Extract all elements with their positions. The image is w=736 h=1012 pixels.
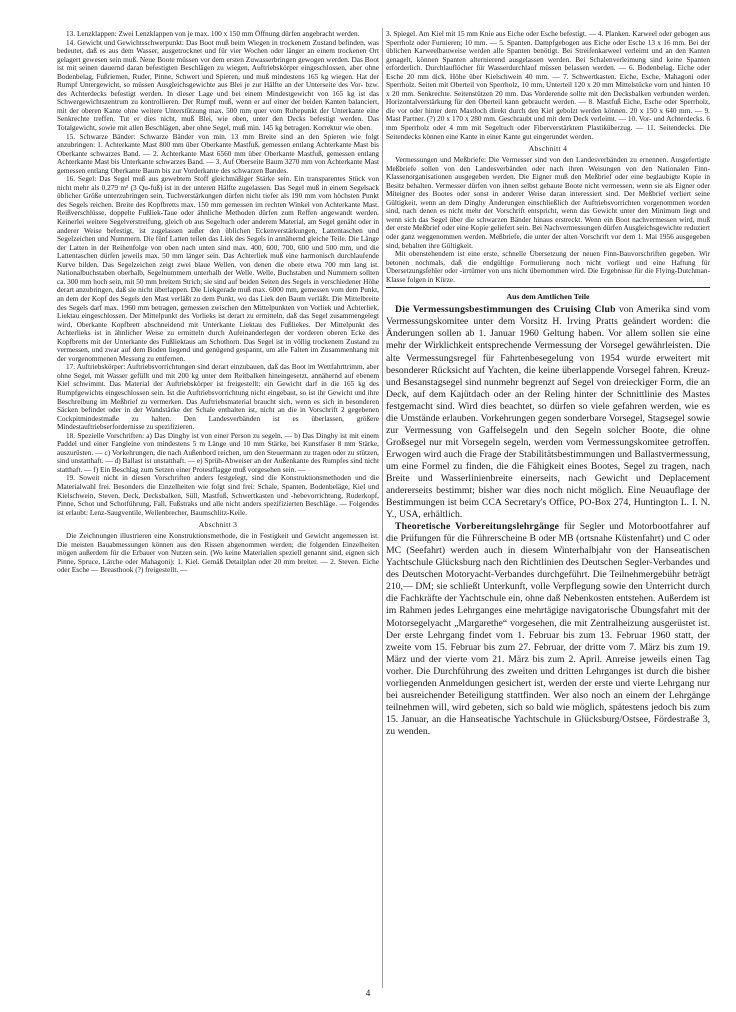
paragraph-18-spezielle-vorschriften: 18. Spezielle Vorschriften: a) Das Dinghy ist von einer Person zu segeln. — b) Das Dinghy ist mit einem Paddel und einer Fangleine von mindestens 5 m Länge und 10 mm Stärke, bei Kunstfaser 8 mm Stärke, auszurüsten. — c) Vorkehrungen, die nach Außenbord reichen, um den Steuermann zu tragen oder zu stützen, sind unstatthaft. — d) Ballast ist unstatthaft. — e) Sprüh-Abweiser an der Außenkante des Rumpfes sind nicht statthaft. — f) Ein Beschlag zum Setzen einer Protestflagge muß vorgesehen sein. —	[57, 430, 379, 474]
news-item-2-body: für Segler und Motorbootfahrer auf die Prüfungen für die Führerscheine B oder MB (ortsnahe Küstenfahrt) und C oder MC (Seefahrt) werden auch in diesem Winterhalbjahr von der Hanseatischen Yachtschule Glücksburg nach den Richtlinien des Deutschen Segler-Verbandes und des Deutschen Motoryacht-Verbandes durchgeführt. Die Teilnehmergebühr beträgt 210,— DM; sie schließt Unterkunft, volle Verpflegung sowie den Unterricht durch die Fachkräfte der Yachtschule ein, ohne daß Nebenkosten entstehen. Außerdem ist im Rahmen jedes Lehrganges eine mehrtägige navigatorische Übungsfahrt mit der Motorsegelyacht „Margarethe“ vorgesehen, die mit Zentralheizung ausgerüstet ist. Der erste Lehrgang findet vom 1. Februar bis zum 13. Februar 1960 statt, der zweite vom 15. Februar bis zum 27. Februar, der dritte vom 7. März bis zum 19. März und der vierte vom 21. März bis zum 2. April. Anreise jeweils einen Tag vorher. Die Durchführung des zweiten und dritten Lehrganges ist durch die bisher vorliegenden Anmeldungen gesichert ist, werden der erste und vierte Lehrgang nur bei ausreichender Beteiligung stattfinden. Wer also noch an einem der Lehrgänge teilnehmen will, wird gebeten, sich so bald wie möglich, spätestens jedoch bis zum 15. Januar, an die Hanseatische Yachtschule in Glücksburg/Ostsee, Fördestraße 3, zu wenden.	[386, 521, 710, 737]
news-rule-top	[386, 287, 710, 288]
left-column	[57, 30, 379, 985]
page-number: 4	[365, 988, 371, 998]
right-large-text-block	[386, 304, 710, 738]
news-item-1-body: von Amerika sind vom Vermessungskomitee unter dem Vorsitz H. Irving Pratts geändert worden: die Änderungen sollen ab 1. Januar 1960 Geltung haben. Vor allem sollen sie eine mehr der Wirklichkeit entsprechende Vermessung der Vorsegel gewährleisten. Die alte Vermessungsregel für Fahrtenbesegelung von 1954 wurde erweitert mit besonderer Rücksicht auf Yachten, die keine überlappende Vorsegel fahren. Kreuz- und Besanstagsegel sind nunmehr begrenzt auf Segel von dreieckiger Form, die an Deck, auf dem Kajütdach oder an der Reling hinter der Schnittlinie des Mastes festgemacht sind. Wird dies beachtet, so dürfen so viele gefahren werden, wie es die Umstände erlauben. Vorkehrungen gegen sonderbare Vorsegel, Stagsegel sowie zur Vermessung von Gaffelsegeln und den Segeln solcher Boote, die ohne Großsegel nur mit Vorsegeln segeln, werden vom Vermessungskomitee getroffen. Erwogen wird auch die Frage der Stabilitätsbestimmungen und Ballastvermessung, um eine Formel zu finden, die die Fähigkeit eines Bootes, Segel zu tragen, nach Breite und Wasserlinienbreite einerseits, nach Gewicht und Deplacement andererseits bestimmt; bisher war dies noch nicht möglich. Eine Neuauflage der Bestimmungen ist beim CCA Secretary's Office, PO-Box 274, Huntington L. I. N. Y., USA, erhältlich.	[386, 304, 710, 521]
section-3-continuation: 3. Spiegel. Am Kiel mit 15 mm Knie aus Eiche oder Esche befestigt. — 4. Planken. Karweel oder gebogen aus Sperrholz oder Furnieren; 10 mm. — 5. Spanten. Dampfgebogen aus Eiche oder Esche 13 x 16 mm. Bei der üblichen Karweelbauweise werden alle Spanten benötigt. Bei Streifenkarweel verleimt und an den Kanten genagelt, können Spanten alternierend ausgelassen werden. Bei Schalenverleimung sind keine Spanten erforderlich. Durchlauflöcher für Wasserdurchlauf müssen belassen werden. — 6. Bodenbelag. Eiche oder Esche 20 mm dick. Höhe über Kielschwein 40 mm. — 7. Schwertkasten. Eiche, Esche, Mahagoni oder Sperrholz. Seiten mit Oberteil von Sperrholz, 10 mm, Unterteil 120 x 20 mm Mittelstücke vorn und hinten 10 x 20 mm. Senkrechte. Seitenstützen 20 mm. Das Vorderende sollte mit den Decksbalken verbunden werden. Horizontalverstärkung für den Oberteil kann gebraucht werden. — 8. Mastfuß Eiche, Esche oder Sperrholz, die vor oder hinter dem Mastloch direkt durch den Kiel gebolzt werden können. 20 x 150 x 640 mm. — 9. Mast Partner. (?) 20 x 170 x 280 mm. Geschraubt und mit dem Deck verleimt. — 10. Vor- und Achterdecks. 6 mm Sperrholz oder 4 mm mit Segeltuch oder Fiberverstärktem Plastiküberzug. — 11. Seitendecks. Die Seitendecks können eine Kante in einer Kante gut eingerundet werden.	[386, 30, 710, 141]
section-4-paragraph-vermessungen: Vermessungen und Meßbriefe: Die Vermesser sind von den Landesverbänden zu ernennen. Ausgefertigte Meßbriefe sollen von den Landesverbänden oder nach ihren Weisungen von den Nationalen Finn-Klassenorganisationen ausgegeben werden. Die Eigner muß den Meßbrief oder eine beglaubigte Kopie in Besitz behalten. Vermesser dürfen von ihnen selbst gebaute Boote nicht vermessen, wenn sie als Eigner oder Miteigner des Bootes oder sonst in anderer Weise daran interessiert sind. Der Meßbrief verliert seine Gültigkeit, wenn an dem Dinghy Änderungen einschließlich der Auftriebsvorrichten vorgenommen worden sind, nach denen es nicht mehr der Vorschrift entspricht, wenn das Gewicht unter den Minimum liegt und wenn sich das Segel über die schwarzen Bänder hinaus erstreckt. Wenn ein Boot nachvermessen wird, muß der erste Meßbrief oder eine Kopie geliefert sein. Bei Nachvermessungen dürfen Ausgleichsgewichte reduziert oder ganz weggenommen werden. Meßbriefe, die unter der alten Vorschrift vor dem 1. Mai 1956 ausgegeben sind, behalten ihre Gültigkeit.	[386, 155, 710, 250]
paragraph-14-gewicht: 14. Gewicht und Gewichtsschwerpunkt: Das Boot muß beim Wiegen in trockenem Zustand befinden, was bedeutet, daß es aus dem Wasser, ausgetrocknet und für vier Wochen oder länger an einem trockenen Ort gelagert gewesen sein muß. Neue Boote müssen vor dem ersten Zuwasserbringen gewogen werden. Das Boot ist mit seinen dauernd daran befestigten Beschlägen zu wiegen, Auftriebskörper eingeschlossen, aber ohne Bodenbelag, Fußriemen, Ruder, Pinne, Schwert und Spieren, und muß mindestens 165 kg wiegen. Hat der Rumpf Untergewicht, so müssen Ausgleichsgewichte aus Blei je zur Hälfte an der Unterseite des Vor- bzw. des Achterdecks befestigt werden. In dieser Lage und bei einem Mindestgewicht von 165 kg ist das Schwergewichtszentrum zu kontrollieren. Der Rumpf muß, wenn er auf einer der beiden Kanten balanciert, mit der oberen Kante ohne weitere Unterstützung max. 500 mm quer vom Ruhepunkt der Unterkante eine Senkrechte treffen. Tut er dies nicht, muß Blei, wie oben, unter den Decks befestigt werden. Das Totalgewicht, sowie mit allen Beschlägen, aber ohne Segel, muß min. 145 kg betragen. Korrektur wie oben.	[57, 37, 379, 133]
right-column	[386, 30, 710, 985]
paragraph-16-segel: 16. Segel: Das Segel muß aus gewebtem Stoff gleichmäßiger Stärke sein. Ein transparentes Stück von nicht mehr als 0.279 m² (3 Qu-fuß) ist in der unteren Hälfte zugelassen. Das Segel muß in einem Segelsack üblicher Größe unterzubringen sein. Tuchverstärkungen dürfen nicht tiefer als 190 mm vom höchsten Punkt des Segels reichen. Breite des Kopfbretts max. 150 mm gemessen im rechten Winkel von Achterkante Mast. Reißverschlüsse, doppelte Fußliek-Taue oder ähnliche Methoden dürfen zum Reffen angewandt werden. Keinerlei weitere Segelverstreifung, gleich ob aus Segeltuch oder anderem Material, am Segel genäht oder in anderer Weise befestigt, ist zugelassen außer den üblichen Eckenverstärkungen, Lattentaschen und Segelzeichen und Nummern. Die fünf Latten teilen das Liek des Segels in annähernd gleiche Teile. Die Länge der Latten in der Reihenfolge von oben nach unten sind max. 400, 600, 700, 600 und 500 mm, und die Lattentaschen dürfen jeweils max. 50 mm länger sein. Das Achterliek muß eine harmonisch durchlaufende Kurve bilden. Das Segelzeichen zeigt zwei blaue Wellen, von denen die obere etwa 700 mm lang ist. Nationalbuchstaben oberhalb, Segelnummern unterhalb der Welle. Welle, Buchstaben und Nummern sollten ca. 300 mm hoch sein, mit 50 mm breitem Strich; sie sind auf beiden Seiten des Segels in verschiedener Höhe derart anzubringen, daß sie nicht überlappen. Die Liekgerade muß max. 6000 mm, gemessen vom dem Punkt, an dem der Kopf des Segels den Mast verläßt zu dem Punkt, wo das Liek den Baum verläßt. Die Mittelbreite des Segels darf max. 1960 mm betragen, gemessen zwischen den Mittelpunkten von Vorliek und Achterliek, Liektau eingeschlossen. Der Mittelpunkt des Vorlieks ist derart zu ermitteln, daß das Segel zusammengelegt wird, Oberkante Kopfbrett abschneidend mit Unterkante Liektau des Fußliekes. Der Mittelpunkt des Achterlieks ist in ähnlicher Weise zu ermitteln durch Aufeinanderlegen der vorderen oberen Ecke des Kopfbretts mit der Unterkante des Fußliektaus am Schothorn. Das Segel ist in völlig trockenem Zustand zu vermessen, und zwar auf dem Boden liegend und genügend gespannt, um alle Falten im Zusammenhang mit der vorgenommenen Messung zu entfernen.	[57, 174, 379, 363]
section-heading-abschnitt-4: Abschnitt 4	[528, 144, 568, 154]
section-4-paragraph-hinweis: Mit obenstehendem ist eine erste, schnelle Übersetzung der neuen Finn-Bauvorschriften gegeben. Wir betonen nochmals, daß die endgültige Formulierung noch nicht vorliegt und eine Haftung für Übersetzungsfehler oder -irrtümer von uns nicht übernommen wird. Die Ergebnisse für die Flying-Dutchman-Klasse folgen in Kürze.	[386, 249, 710, 284]
paragraph-19-konstruktion: 19. Soweit nicht in diesen Vorschriften anders festgelegt, sind die Konstruktionsmethoden und die Materialwahl frei. Besonders die Einzelheiten wie folgt sind frei: Schale, Spanten, Bodenbeläge, Kiel und Kielschwein, Steven, Deck, Decksbalken, Süll, Mastfuß, Schwertkasten und -hebevorrichtung, Ruderkopf, Pinne, Schot und Schotführung, Fall, Fußstraks und alle nicht anders spezifizierten Beschläge. — Folgendes ist erlaubt: Lenz-Saugventile, Wellenbrecher, Baumschlitz-Keile.	[57, 473, 379, 517]
paragraph-17-auftriebskoerper: 17. Auftriebskörper: Auftriebsvorrichtungen sind derart einzubauen, daß das Boot im Wettfahrttrimm, aber ohne Segel, mit Wasser gefüllt und mit 200 kg unter dem Reitbalken hineingesetzt, annähernd auf ebenem Kiel schwimmt. Das Material der Auftriebskörper ist freigestellt; ein Gewicht darf in die 165 kg des Rumpfgewichts eingeschlossen sein. Ist die Auftriebsvorrichtung nicht eingebaut, so ist ihr Gewicht und ihre Beschreibung im Meßbrief zu vermerken. Das Auftriebsmaterial braucht sich, wenn es sich in besonderen Säcken befindet oder in der Wandstärke der Schale enthalten ist, nicht an die in Vorschrift 2 gegebenen Cockpitmindestmaße zu halten. Den Landesverbänden ist es überlassen, größere Mindestauftriebserfordernisse zu spezifizieren.	[57, 362, 379, 432]
column-divider	[382, 28, 383, 988]
news-item-2-lead: Theoretische Vorbereitungslehrgänge	[395, 521, 560, 533]
news-section-heading: Aus dem Amtlichen Teile	[506, 292, 590, 302]
news-item-cruising-club	[386, 304, 710, 521]
section-3-paragraph: Die Zeichnungen illustrieren eine Konstruktionsmethode, die in Festigkeit und Gewicht angemessen ist. Die meisten Bauabmessungen können aus den Rissen abgenommen werden; die folgenden Einzelheiten mögen außerdem für die Erbauer von Nutzen sein. (Wo keine Materialien speziell genannt sind, eignen sich Pinne, Spruce, Lärche oder Mahagoni): 1. Kiel. Gemäß Detailplan oder 20 mm breiter. — 2. Steven. Eiche oder Esche — Breasthook (?) freigestellt. —	[57, 531, 379, 575]
news-item-1-lead: Die Vermessungsbestimmungen des Cruising Club	[395, 304, 616, 316]
news-item-lehrgaenge	[386, 521, 710, 738]
paragraph-15-schwarze-baender: 15. Schwarze Bänder: Schwarze Bänder von min. 13 mm Breite sind an den Spieren wie folgt anzubringen: 1. Achterkante Mast 800 mm über Oberkante Mastfuß, gemessen entlang Achterkante Mast bis Oberkante schwarzes Band. — 2. Achterkante Mast 6560 mm über Oberkante Mastfuß, gemessen entlang Achterkante Mast bis Unterkante schwarzes Band. — 3. Auf Oberseite Baum 3270 mm von Achterkante Mast gemessen entlang Oberkante Baum bis zur Vorderkante des schwarzen Bandes.	[57, 131, 379, 175]
section-heading-abschnitt-3: Abschnitt 3	[198, 520, 238, 530]
right-small-text-block	[386, 30, 710, 284]
paragraph-13-lenzklappen: 13. Lenzklappen: Zwei Lenzklappen von je max. 100 x 150 mm Öffnung dürfen angebracht werden.	[66, 30, 360, 38]
